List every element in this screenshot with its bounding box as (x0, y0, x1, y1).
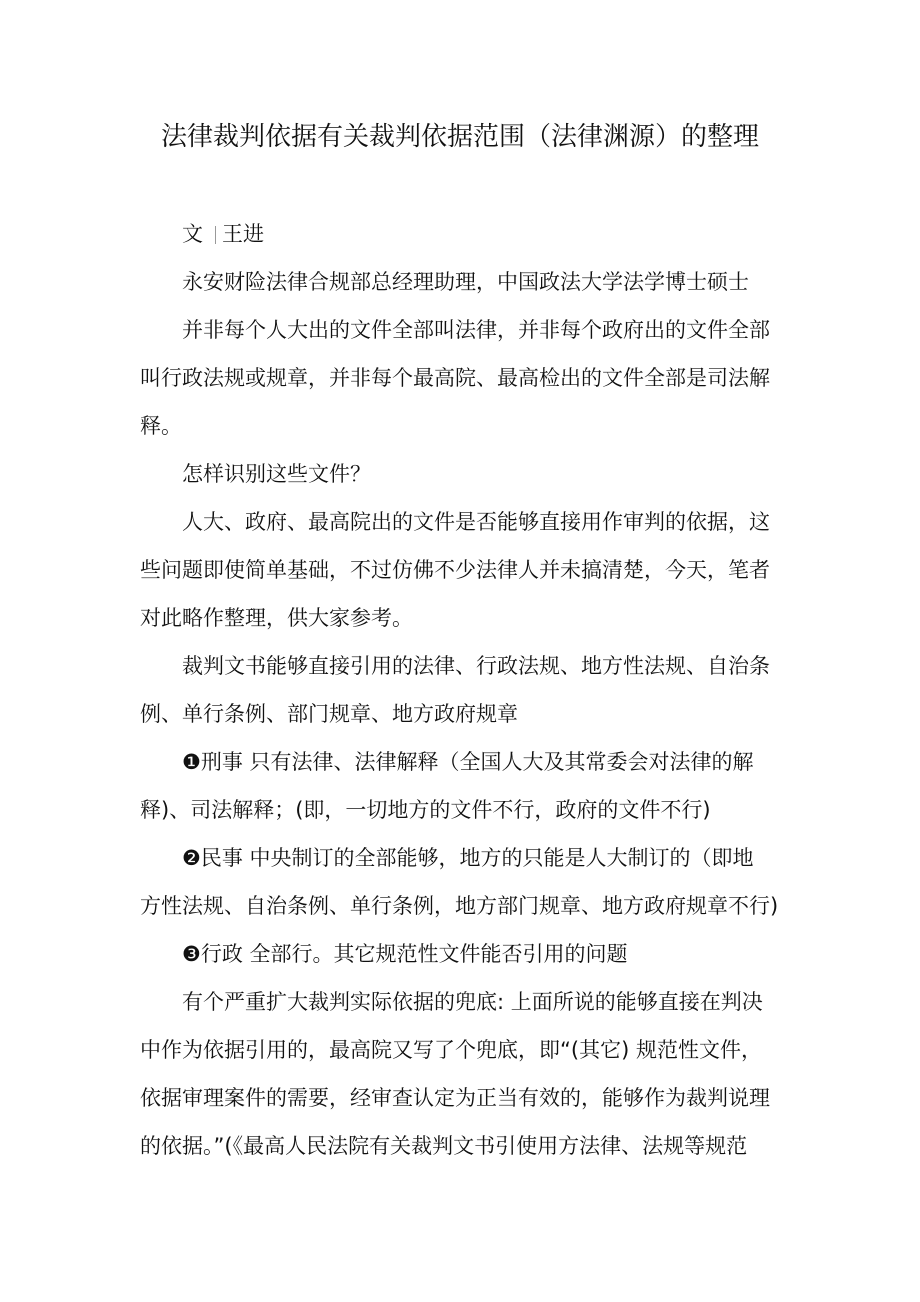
text-line: 些问题即使简单基础，不过仿佛不少法律人并未搞清楚，今天，笔者 (140, 558, 770, 582)
text-line: ❷民事 中央制订的全部能够，地方的只能是人大制订的（即地 (182, 846, 754, 870)
text-line: 对此略作整理，供大家参考。 (140, 606, 413, 630)
text-line: 中作为依据引用的，最高院又写了个兜底，即“(其它) 规范性文件， (140, 1038, 762, 1062)
text-line: 并非每个人大出的文件全部叫法律，并非每个政府出的文件全部 (182, 318, 770, 342)
text-line: 例、单行条例、部门规章、地方政府规章 (140, 702, 518, 726)
document-title: 法律裁判依据有关裁判依据范围（法律渊源）的整理 (160, 122, 759, 152)
text-line: 的依据。”(《最高人民法院有关裁判文书引使用方法律、法规等规范 (140, 1134, 748, 1158)
text-line: 怎样识别这些文件？ (182, 462, 371, 486)
text-line: 释)、司法解释；(即，一切地方的文件不行，政府的文件不行) (140, 798, 711, 822)
byline-author: 王进 (222, 222, 264, 246)
text-line: 永安财险法律合规部总经理助理，中国政法大学法学博士硕士 (182, 270, 749, 294)
byline-prefix: 文 (182, 222, 203, 246)
document-body (140, 210, 785, 1170)
byline-separator (215, 226, 216, 244)
text-line: ❸行政 全部行。其它规范性文件能否引用的问题 (182, 942, 628, 966)
byline (140, 210, 785, 258)
paragraph-lines (140, 258, 785, 1170)
text-line: 方性法规、自治条例、单行条例，地方部门规章、地方政府规章不行) (140, 894, 779, 918)
text-line: 人大、政府、最高院出的文件是否能够直接用作审判的依据，这 (182, 510, 770, 534)
text-line: 有个严重扩大裁判实际依据的兜底: 上面所说的能够直接在判决 (182, 990, 763, 1014)
text-line: 释。 (140, 414, 182, 438)
text-line: 依据审理案件的需要，经审查认定为正当有效的，能够作为裁判说理 (140, 1086, 770, 1110)
text-line: 叫行政法规或规章，并非每个最高院、最高检出的文件全部是司法解 (140, 366, 770, 390)
text-line: 裁判文书能够直接引用的法律、行政法规、地方性法规、自治条 (182, 654, 770, 678)
text-line: ❶刑事 只有法律、法律解释（全国人大及其常委会对法律的解 (182, 750, 754, 774)
